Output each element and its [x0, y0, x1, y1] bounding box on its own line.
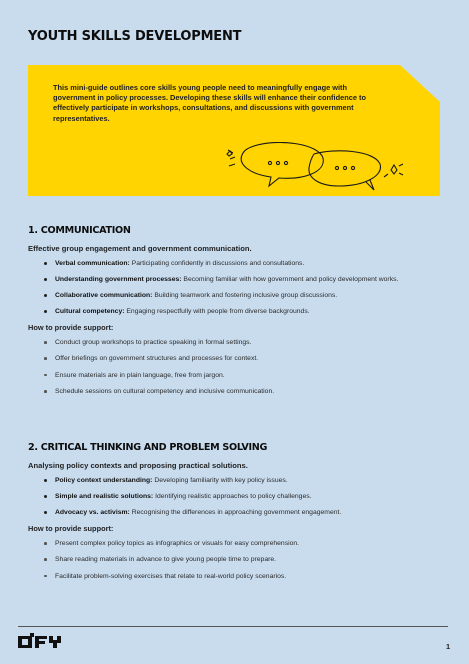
intro-text: This mini-guide outlines core skills young people need to meaningfully engage with government in policy processes. Developing these skills will enhance their confidence to effectively participate in workshops, consultations, and discussions with government representatives.	[53, 83, 366, 123]
list-item: Schedule sessions on cultural competency and inclusive communication.	[28, 387, 443, 396]
skill-term: Simple and realistic solutions:	[55, 493, 154, 500]
footer-divider	[18, 626, 448, 627]
list-item	[28, 291, 443, 300]
skill-description: Engaging respectfully with people from diverse backgrounds.	[124, 308, 310, 315]
support-list	[28, 539, 443, 581]
page-number: 1	[446, 642, 451, 651]
support-heading: How to provide support:	[28, 323, 114, 332]
skill-term: Verbal communication:	[55, 260, 130, 267]
section-title: 2. CRITICAL THINKING AND PROBLEM SOLVING	[28, 442, 268, 453]
list-item	[28, 259, 443, 268]
section-lead: Effective group engagement and government communication.	[28, 244, 252, 253]
skill-description: Building teamwork and fostering inclusive group discussions.	[152, 292, 338, 299]
section-lead: Analysing policy contexts and proposing practical solutions.	[28, 461, 248, 470]
list-item	[28, 508, 443, 517]
skill-term: Policy context understanding:	[55, 477, 153, 484]
ofy-logo	[18, 633, 66, 651]
skill-description: Becoming familiar with how government and policy development works.	[181, 276, 399, 283]
list-item: Ensure materials are in plain language, free from jargon.	[28, 371, 443, 380]
page-title: YOUTH SKILLS DEVELOPMENT	[28, 29, 242, 44]
list-item: Facilitate problem-solving exercises that relate to real-world policy scenarios.	[28, 572, 443, 581]
list-item	[28, 492, 443, 501]
skill-description: Identifying realistic approaches to policy challenges.	[153, 493, 312, 500]
list-item: Present complex policy topics as infographics or visuals for easy comprehension.	[28, 539, 443, 548]
section-communication	[28, 225, 443, 404]
support-list	[28, 338, 443, 396]
section-critical-thinking	[28, 442, 443, 588]
list-item	[28, 307, 443, 316]
speech-bubbles-icon	[224, 142, 404, 192]
skill-term: Cultural competency:	[55, 308, 125, 315]
skills-list	[28, 259, 443, 316]
skill-description: Participating confidently in discussions and consultations.	[129, 260, 305, 267]
list-item: Share reading materials in advance to give young people time to prepare.	[28, 555, 443, 564]
skill-term: Collaborative communication:	[55, 292, 153, 299]
list-item	[28, 275, 443, 284]
intro-banner	[28, 62, 440, 196]
list-item: Conduct group workshops to practice speaking in formal settings.	[28, 338, 443, 347]
skill-description: Recognising the differences in approaching government engagement.	[129, 509, 342, 516]
section-title: 1. COMMUNICATION	[28, 225, 131, 236]
skill-term: Understanding government processes:	[55, 276, 182, 283]
list-item	[28, 476, 443, 485]
skill-term: Advocacy vs. activism:	[55, 509, 130, 516]
list-item: Offer briefings on government structures and processes for context.	[28, 354, 443, 363]
skill-description: Developing familiarity with key policy issues.	[152, 477, 288, 484]
skills-list	[28, 476, 443, 517]
support-heading: How to provide support:	[28, 524, 114, 533]
